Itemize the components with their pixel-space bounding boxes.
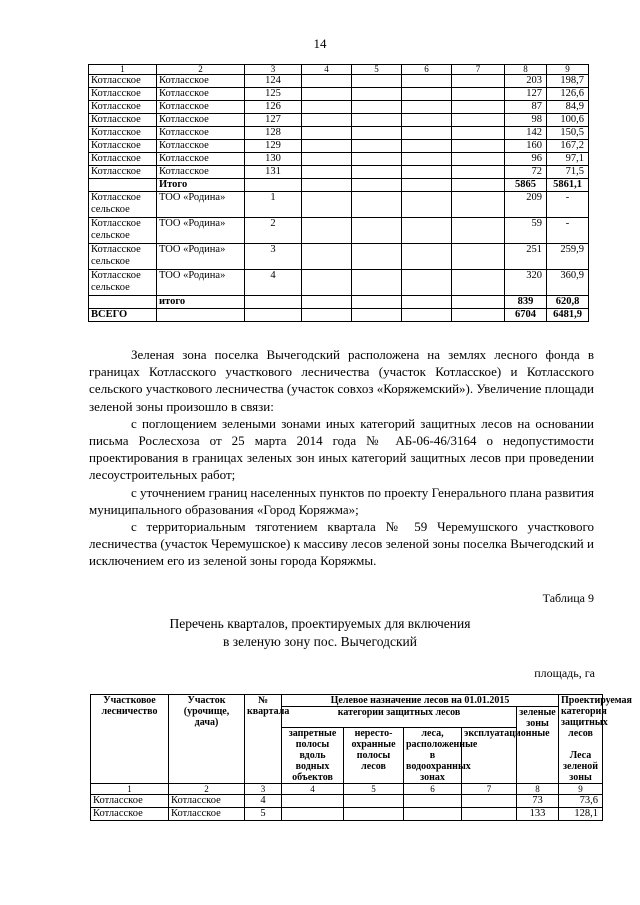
page-number: 14 — [313, 36, 327, 51]
table-row: Котласское Котласское 4 73 73,6 — [91, 795, 603, 808]
table-row: Котласское Котласское 127 98 100,6 — [89, 114, 589, 127]
column-number-row: 1 2 3 4 5 6 7 8 9 — [91, 784, 603, 795]
table-row: Котласское Котласское 125 127 126,6 — [89, 88, 589, 101]
header-row: запретные полосы вдоль водных объектов нересто-охранные полосы лесов леса, расположенные в водоохранных зонах эксплуатационные — [91, 728, 603, 784]
table-row: Котласское сельское ТОО «Родина» 1 209 - — [89, 192, 589, 218]
quarters-table-continued — [88, 64, 589, 322]
header-row: Участковое лесничество Участок (урочище, дача) № квартала Целевое назначение лесов на 01.01.2015 Проектируемая категория защитных лесов Леса зеленой зоны — [91, 695, 603, 707]
units-label: площадь, га — [534, 666, 595, 680]
table-row: Котласское Котласское 124 203 198,7 — [89, 75, 589, 88]
table-row: Котласское Котласское 131 72 71,5 — [89, 166, 589, 179]
table-row: Котласское сельское ТОО «Родина» 2 59 - — [89, 218, 589, 244]
table-row: Котласское Котласское 128 142 150,5 — [89, 127, 589, 140]
table-row: Котласское Котласское 130 96 97,1 — [89, 153, 589, 166]
quarters-inclusion-table — [90, 694, 632, 821]
paragraph: с поглощением зелеными зонами иных категорий защитных лесов на основании письма Рослесхоза от 25 марта 2014 года № АБ-06-46/3164 о недопустимости проектирования в границах зеленых зон иных категорий защитных лесов при проведении лесоустроительных работ; — [89, 415, 594, 483]
paragraph: с уточнением границ населенных пунктов по проекту Генерального плана развития муниципального образования «Город Коряжма»; — [89, 484, 594, 517]
subtotal-row: Итого 5865 5861,1 — [89, 179, 589, 192]
table-title: Перечень кварталов, проектируемых для включения в зеленую зону пос. Вычегодский — [169, 616, 471, 649]
table-row: Котласское сельское ТОО «Родина» 3 251 259,9 — [89, 244, 589, 270]
table-row: Котласское Котласское 126 87 84,9 — [89, 101, 589, 114]
column-number-row: 1 2 3 4 5 6 7 8 9 — [89, 65, 589, 75]
body-text — [89, 346, 594, 570]
table-row: Котласское Котласское 5 133 128,1 — [91, 808, 603, 821]
table-row: Котласское Котласское 129 160 167,2 — [89, 140, 589, 153]
table-row: Котласское сельское ТОО «Родина» 4 320 360,9 — [89, 270, 589, 296]
paragraph: с территориальным тяготением квартала № 59 Черемушского участкового лесничества (участок Черемушское) к массиву лесов зеленой зоны поселка Вычегодский и исключением его из зеленой зоны города Коряжмы. — [89, 519, 594, 569]
header-row: категории защитных лесов зеленые зоны — [91, 707, 603, 728]
paragraph: Зеленая зона поселка Вычегодский расположена на землях лесного фонда в границах Котласского участкового лесничества (участок Котласское) и Котласского сельского участкового лесничества (участок совхоз «Коряжемский»). Увеличение площади зеленой зоны произошло в связи: — [89, 347, 594, 414]
table-label: Таблица 9 — [542, 591, 594, 605]
subtotal-row: итого 839 620,8 — [89, 296, 589, 309]
total-row: ВСЕГО 6704 6481,9 — [89, 309, 589, 322]
